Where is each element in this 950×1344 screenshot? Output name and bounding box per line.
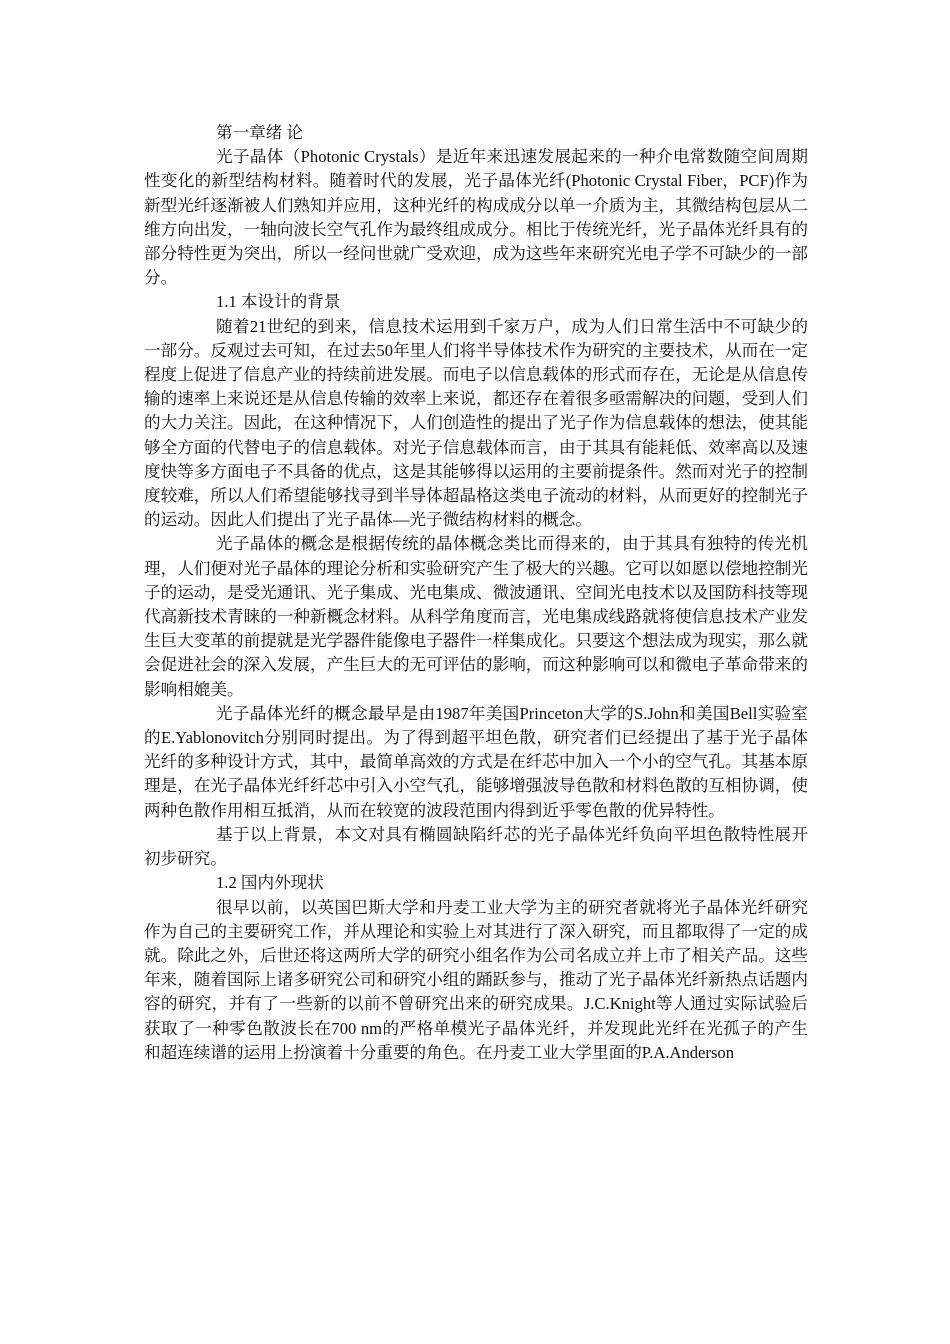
section-1-1-paragraph-2: 光子晶体的概念是根据传统的晶体概念类比而得来的，由于其具有独特的传光机理，人们便对光子晶体的理论分析和实验研究产生了极大的兴趣。它可以如愿以偿地控制光子的运动，是受光通讯、光子集成、光电集成、微波通讯、空间光电技术以及国防科技等现代高新技术青睐的一种新概念材料。从科学角度而言，光电集成线路就将使信息技术产业发生巨大变革的前提就是光学器件能像电子器件一样集成化。只要这个想法成为现实，那么就会促进社会的深入发展，产生巨大的无可评估的影响，而这种影响可以和微电子革命带来的影响相媲美。 (144, 534, 808, 699)
intro-paragraph: 光子晶体（Photonic Crystals）是近年来迅速发展起来的一种介电常数随空间周期性变化的新型结构材料。随着时代的发展，光子晶体光纤(Photonic Crystal Fiber，PCF)作为新型光纤逐渐被人们熟知并应用，这种光纤的构成成分以单一介质为主，其微结构包层从二维方向出发，一轴向波长空气孔作为最终组成成分。相比于传统光纤，光子晶体光纤具有的部分特性更为突出，所以一经问世就广受欢迎，成为这些年来研究光电子学不可缺少的一部分。 (144, 147, 808, 288)
section-1-1-paragraph-4: 基于以上背景，本文对具有椭圆缺陷纤芯的光子晶体光纤负向平坦色散特性展开初步研究。 (144, 824, 808, 869)
document-body (144, 121, 808, 1065)
section-1-2-paragraph-1: 很早以前，以英国巴斯大学和丹麦工业大学为主的研究者就将光子晶体光纤研究作为自己的主要研究工作，并从理论和实验上对其进行了深入研究，而且都取得了一定的成就。除此之外，后世还将这两所大学的研究小组名作为公司名成立并上市了相关产品。这些年来，随着国际上诸多研究公司和研究小组的踊跃参与，推动了光子晶体光纤新热点话题内容的研究，并有了一些新的以前不曾研究出来的研究成果。J.C.Knight等人通过实际试验后获取了一种零色散波长在700 nm的严格单模光子晶体光纤，并发现此光纤在光孤子的产生和超连续谱的运用上扮演着十分重要的角色。在丹麦工业大学里面的P.A.Anderson (144, 897, 808, 1062)
section-1-1-title: 1.1 本设计的背景 (216, 292, 341, 312)
section-1-1-paragraph-3: 光子晶体光纤的概念最早是由1987年美国Princeton大学的S.John和美国Bell实验室的E.Yablonovitch分别同时提出。为了得到超平坦色散，研究者们已经提出了基于光子晶体光纤的多种设计方式，其中，最简单高效的方式是在纤芯中加入一个小的空气孔。其基本原理是，在光子晶体光纤纤芯中引入小空气孔，能够增强波导色散和材料色散的互相协调，使两种色散作用相互抵消，从而在较宽的波段范围内得到近乎零色散的优异特性。 (144, 703, 808, 820)
chapter-title: 第一章绪 论 (216, 123, 304, 142)
section-1-1-paragraph-1: 随着21世纪的到来，信息技术运用到千家万户，成为人们日常生活中不可缺少的一部分。反观过去可知，在过去50年里人们将半导体技术作为研究的主要技术，从而在一定程度上促进了信息产业的持续前进发展。而电子以信息载体的形式而存在，无论是从信息传输的速率上来说还是从信息传输的效率上来说，都还存在着很多亟需解决的问题，受到人们的大力关注。因此，在这种情况下，人们创造性的提出了光子作为信息载体的想法，使其能够全方面的代替电子的信息载体。对光子信息载体而言，由于其具有能耗低、效率高以及速度快等多方面电子不具备的优点，这是其能够得以运用的主要前提条件。然而对光子的控制度较难，所以人们希望能够找寻到半导体超晶格这类电子流动的材料，从而更好的控制光子的运动。因此人们提出了光子晶体—光子微结构材料的概念。 (144, 316, 808, 530)
section-1-2-title: 1.2 国内外现状 (216, 873, 324, 893)
